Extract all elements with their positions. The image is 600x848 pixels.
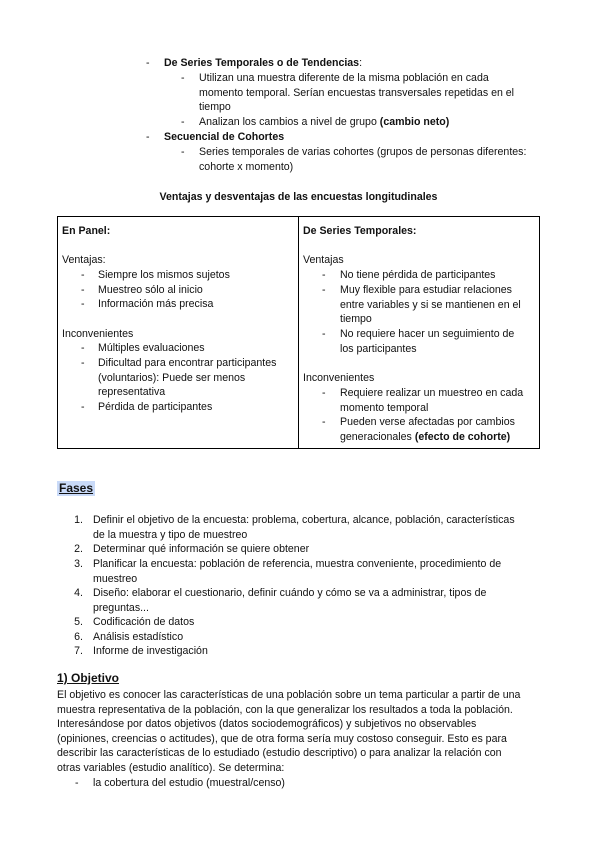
- section-label: Inconvenientes: [303, 372, 375, 384]
- text-line: Utilizan una muestra diferente de la misma población en cada: [199, 72, 489, 84]
- text-line: de la muestra y tipo de muestreo: [93, 528, 248, 541]
- text-line: tiempo: [199, 101, 231, 114]
- text-line: Requiere realizar un muestreo en cada: [340, 387, 524, 399]
- list-item-cohortes: [164, 130, 284, 145]
- left-column: [62, 224, 110, 268]
- comparison-table: [57, 216, 540, 449]
- list-item: No tiene pérdida de participantes: [340, 269, 496, 281]
- list-item: [340, 415, 538, 444]
- list-number: 2.: [74, 543, 83, 555]
- text-line: otras variables (estudio analítico). Se determina:: [57, 761, 285, 774]
- item-title: De Series Temporales o de Tendencias: [164, 57, 360, 69]
- list-number: 3.: [74, 558, 83, 570]
- bold-span: (cambio neto): [379, 116, 450, 128]
- bullet-dash: -: [81, 357, 85, 369]
- bullet-dash: -: [81, 298, 85, 310]
- text-line: (opiniones, creencias o actitudes), que de otra forma sería muy costoso conseguir. Esto es para: [57, 732, 507, 745]
- list-number: 6.: [74, 631, 83, 643]
- list-item: Codificación de datos: [93, 616, 195, 628]
- text-line: No requiere hacer un seguimiento de: [340, 328, 515, 340]
- list-item: Informe de investigación: [93, 645, 208, 657]
- list-number: 4.: [74, 587, 83, 599]
- bullet-dash: -: [81, 269, 85, 281]
- text-line: El objetivo es conocer las características de una población sobre un tema particular a partir de una: [57, 689, 521, 701]
- text-line: muestra representativa de la población, con la que generalizar los resultados a toda la población.: [57, 703, 513, 716]
- section-heading-objetivo: 1) Objetivo: [57, 671, 120, 685]
- text-line: preguntas...: [93, 601, 149, 614]
- list-item: Determinar qué información se quiere obtener: [93, 543, 310, 555]
- text-line: representativa: [98, 386, 166, 399]
- bullet-dash: -: [322, 284, 326, 296]
- bullet-dash: -: [81, 284, 85, 296]
- sub-item-text: [199, 115, 449, 130]
- text-line: tiempo: [340, 313, 372, 326]
- text-line: Muy flexible para estudiar relaciones: [340, 284, 512, 296]
- bold-span: (efecto de cohorte): [414, 430, 511, 443]
- bullet-dash: -: [322, 269, 326, 281]
- right-column: [303, 224, 416, 268]
- section-label: Ventajas:: [62, 254, 106, 267]
- text-span: generacionales: [340, 430, 415, 443]
- list-item: Siempre los mismos sujetos: [98, 269, 230, 281]
- bullet-dash: -: [146, 57, 150, 69]
- list-item: Muestreo sólo al inicio: [98, 284, 203, 296]
- bullet-dash: -: [322, 416, 326, 428]
- text-line: cohorte x momento): [199, 160, 294, 173]
- list-number: 1.: [74, 514, 83, 526]
- column-header: De Series Temporales:: [303, 225, 417, 237]
- text-line: describir las características de lo estudiado (estudio descriptivo) o para analizar la relación con: [57, 747, 502, 760]
- list-item: [93, 586, 543, 615]
- column-divider: [298, 217, 299, 448]
- list-item: Análisis estadístico: [93, 631, 184, 643]
- objetivo-paragraph: [57, 688, 547, 776]
- list-item: [98, 356, 298, 400]
- table-title: Ventajas y desventajas de las encuestas longitudinales: [159, 191, 438, 203]
- sub-item-text: [199, 71, 544, 115]
- text-line: Planificar la encuesta: población de referencia, muestra conveniente, procedimiento de: [93, 558, 502, 570]
- bullet-dash: -: [181, 146, 185, 158]
- item-title: Secuencial de Cohortes: [164, 131, 285, 143]
- text-span: Analizan los cambios a nivel de grupo: [199, 116, 380, 128]
- list-item: Pérdida de participantes: [98, 401, 213, 413]
- text-line: Dificultad para encontrar participantes: [98, 357, 277, 369]
- bullet-dash: -: [81, 342, 85, 354]
- text-line: los participantes: [340, 342, 417, 355]
- bullet-dash: -: [181, 116, 185, 128]
- list-item-series-temporales: [164, 56, 362, 71]
- text-line: Series temporales de varias cohortes (grupos de personas diferentes:: [199, 146, 527, 158]
- text-line: Diseño: elaborar el cuestionario, definir cuándo y cómo se va a administrar, tipos de: [93, 587, 487, 599]
- text-line: Interesándose por datos objetivos (datos sociodemográficos) y subjetivos no observables: [57, 718, 477, 731]
- list-number: 7.: [74, 645, 83, 657]
- column-header: En Panel:: [62, 225, 111, 237]
- text-line: muestreo: [93, 572, 138, 585]
- sub-item-text: [199, 145, 544, 174]
- text-line: [340, 430, 538, 445]
- item-colon: :: [359, 57, 363, 69]
- text-line: entre variables y si se mantienen en el: [340, 298, 521, 311]
- list-item: Múltiples evaluaciones: [98, 342, 205, 354]
- bullet-dash: -: [181, 72, 185, 84]
- text-line: Pueden verse afectadas por cambios: [340, 416, 515, 428]
- text-line: Definir el objetivo de la encuesta: problema, cobertura, alcance, población, características: [93, 514, 515, 526]
- text-line: momento temporal. Serían encuestas transversales repetidas en el: [199, 86, 515, 99]
- list-number: 5.: [74, 616, 83, 628]
- bullet-dash: -: [322, 328, 326, 340]
- list-item: Información más precisa: [98, 298, 214, 310]
- text-line: momento temporal: [340, 401, 429, 414]
- bullet-dash: -: [81, 401, 85, 413]
- list-item: [93, 557, 543, 586]
- list-item: [93, 513, 543, 542]
- section-label: Inconvenientes: [62, 328, 134, 340]
- list-item: la cobertura del estudio (muestral/censo): [93, 777, 285, 789]
- text-line: (voluntarios): Puede ser menos: [98, 371, 246, 384]
- bullet-dash: -: [322, 387, 326, 399]
- section-label: Ventajas: [303, 254, 344, 267]
- section-heading-fases: Fases: [59, 481, 94, 495]
- list-item: [340, 283, 538, 327]
- list-item: [340, 386, 538, 415]
- bullet-dash: -: [146, 131, 150, 143]
- list-item: [340, 327, 538, 356]
- bullet-dash: -: [75, 777, 79, 789]
